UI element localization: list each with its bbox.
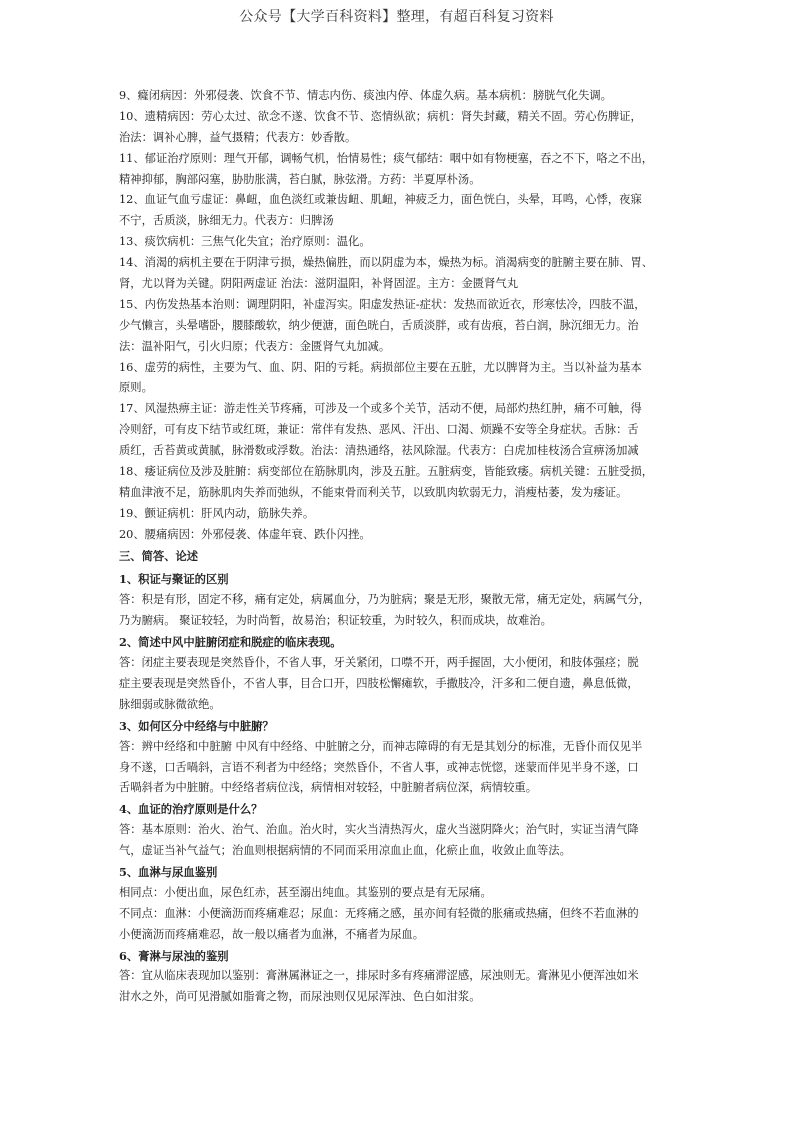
text-line: 答：基本原则：治火、治气、治血。治火时，实火当清热泻火，虚火当滋阴降火；治气时，实证当清气降 [119, 823, 639, 837]
text-line: 精血津液不足，筋脉肌肉失养而弛纵，不能束骨而利关节，以致肌肉软弱无力，消瘦枯萎，发为痿证。 [119, 485, 628, 499]
text-line: 少气懒言，头晕嗜卧，腰膝酸软，纳少便溏，面色晄白，舌质淡胖，或有齿痕，苔白润，脉沉细无力。治 [119, 318, 639, 332]
text-line: 泔水之外，尚可见滑腻如脂膏之物，而尿浊则仅见尿浑浊、色白如泔浆。 [119, 990, 481, 1004]
document-body [119, 86, 679, 1008]
section-heading: 4、血证的治疗原则是什么？ [119, 802, 263, 817]
text-line: 12、血证气血亏虚证：鼻衄，血色淡红或兼齿衄、肌衄，神疲乏力，面色恍白，头晕，耳鸣，心悸，夜寐 [119, 193, 642, 207]
section-heading: 6、膏淋与尿浊的鉴别 [119, 948, 229, 963]
text-line: 小便滴沥而疼痛难忍，故一般以痛者为血淋，不痛者为尿血。 [119, 927, 425, 941]
text-line: 答：宜从临床表现加以鉴别：膏淋属淋证之一，排尿时多有疼痛滞涩感，尿浊则无。膏淋见小便浑浊如米 [119, 969, 639, 983]
text-line: 相同点：小便出血，尿色红赤，甚至溺出纯血。其鉴别的要点是有无尿痛。 [119, 885, 492, 899]
text-line: 脉细弱或脉微欲绝。 [119, 697, 221, 711]
text-line: 18、痿证病位及涉及脏腑：病变部位在筋脉肌肉，涉及五脏。五脏病变，皆能致痿。病机关键：五脏受损， [119, 465, 654, 479]
text-line: 原则。 [119, 381, 153, 395]
text-line: 症主要表现是突然昏仆，不省人事，目合口开，四肢松懈瘫软，手撒肢冷，汗多和二便自遗，鼻息低微， [119, 676, 639, 690]
text-line: 乃为腑病。 聚证较轻，为时尚暂，故易治；积证较重，为时较久，积而成块，故难治。 [119, 614, 552, 628]
text-line: 治法：调补心脾，益气摄精；代表方：妙香散。 [119, 130, 357, 144]
section-heading: 1、积证与聚证的区别 [119, 572, 229, 587]
section-heading: 3、如何区分中经络与中脏腑？ [119, 718, 274, 733]
text-line: 13、痰饮病机：三焦气化失宜；治疗原则：温化。 [119, 235, 371, 249]
section-heading: 三、简答、论述 [119, 548, 199, 563]
text-line: 冷则舒，可有皮下结节或红斑，兼证：常伴有发热、恶风、汗出、口渴、烦躁不安等全身症状。舌脉：舌 [119, 423, 639, 437]
text-line: 气，虚证当补气益气；治血则根据病情的不同而采用凉血止血，化瘀止血，收敛止血等法。 [119, 844, 571, 858]
text-line: 不同点：血淋：小便滴沥而疼痛难忍；尿血：无疼痛之感，虽亦间有轻微的胀痛或热痛，但终不若血淋的 [119, 906, 639, 920]
text-line: 答：辨中经络和中脏腑 中风有中经络、中脏腑之分，而神志障碍的有无是其划分的标准，无昏仆而仅见半 [119, 739, 643, 753]
section-heading: 2、简述中风中脏腑闭症和脱症的临床表现。 [119, 635, 342, 650]
text-line: 19、颤证病机：肝风内动，筋脉失养。 [119, 506, 315, 520]
text-line: 10、遗精病因：劳心太过、欲念不遂、饮食不节、恣情纵欲；病机：肾失封藏，精关不固。劳心伤脾证， [119, 109, 642, 123]
text-line: 15、内伤发热基本治则：调理阴阳，补虚泻实。阳虚发热证-症状：发热而欲近衣，形寒怯冷，四肢不温， [119, 297, 646, 311]
text-line: 17、风湿热痹主证：游走性关节疼痛，可涉及一个或多个关节，活动不便，局部灼热红肿，痛不可触，得 [119, 402, 642, 416]
text-line: 11、郁证治疗原则：理气开郁，调畅气机，怡情易性；痰气郁结：咽中如有物梗塞，吞之不下，咯之不出， [119, 151, 654, 165]
text-line: 身不遂，口舌喎斜，言语不利者为中经络；突然昏仆，不省人事，或神志恍惚，迷蒙而伴见半身不遂，口 [119, 760, 639, 774]
text-line: 法：温补阳气，引火归原；代表方：金匮肾气丸加减。 [119, 339, 391, 353]
section-heading: 5、血淋与尿血鉴别 [119, 864, 218, 879]
text-line: 答：积是有形，固定不移，痛有定处，病属血分，乃为脏病；聚是无形，聚散无常，痛无定处，病属气分， [119, 593, 650, 607]
page-header: 公众号【大学百科资料】整理，有超百科复习资料 [239, 9, 554, 25]
text-line: 质红，舌苔黄或黄腻，脉滑数或浮数。治法：清热通络，祛风除湿。代表方：白虎加桂枝汤合宣痹汤加减 [119, 444, 639, 458]
text-line: 不宁，舌质淡，脉细无力。代表方：归脾汤 [119, 214, 334, 228]
text-line: 9、癃闭病因：外邪侵袭、饮食不节、情志内伤、痰浊内停、体虚久病。基本病机：膀胱气化失调。 [119, 89, 612, 102]
text-line: 精神抑郁，胸部闷塞，胁肋胀满，苔白腻，脉弦滑。方药：半夏厚朴汤。 [119, 172, 481, 186]
text-line: 肾，尤以肾为关键。阴阳两虚证 治法：滋阴温阳，补肾固涩。主方：金匮肾气丸 [119, 277, 518, 291]
text-line: 16、虚劳的病性，主要为气、血、阴、阳的亏耗。病损部位主要在五脏，尤以脾肾为主。当以补益为基本 [119, 360, 642, 374]
text-line: 14、消渴的病机主要在于阴津亏损，燥热偏胜，而以阴虚为本，燥热为标。消渴病变的脏腑主要在肺、胃、 [119, 256, 654, 270]
text-line: 答：闭症主要表现是突然昏仆，不省人事，牙关紧闭，口噤不开，两手握固，大小便闭，和肢体强痉；脱 [119, 656, 639, 670]
text-line: 20、腰痛病因：外邪侵袭、体虚年衰、跌仆闪挫。 [119, 527, 371, 541]
text-line: 舌喎斜者为中脏腑。中经络者病位浅，病情相对较轻，中脏腑者病位深，病情较重。 [119, 781, 537, 795]
